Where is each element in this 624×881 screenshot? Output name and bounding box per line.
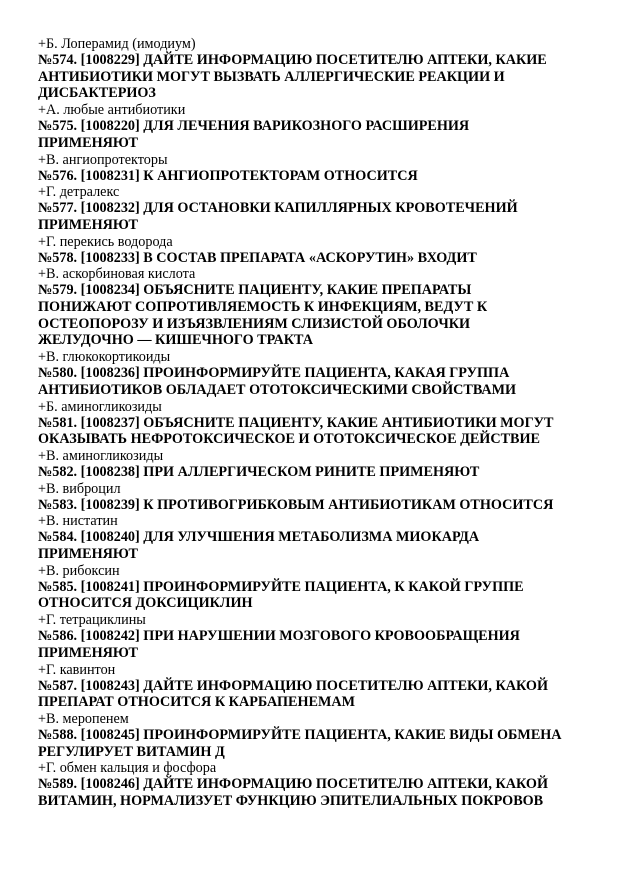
question-text-line: ОКАЗЫВАТЬ НЕФРОТОКСИЧЕСКОЕ И ОТОТОКСИЧЕСКОЕ ДЕЙСТВИЕ	[38, 431, 541, 448]
question-text-line: ПРИМЕНЯЮТ	[38, 134, 138, 151]
answer-text: +В. ангиопротекторы	[38, 151, 168, 168]
answer-text: +Б. Лоперамид (имодиум)	[38, 36, 196, 52]
question-text-line: ПРЕПАРАТ ОТНОСИТСЯ К КАРБАПЕНЕМАМ	[38, 694, 355, 711]
answer-text: +В. рибоксин	[38, 562, 120, 579]
question-block	[38, 678, 598, 711]
answer-text: +А. любые антибиотики	[38, 102, 186, 119]
question-text-line: РЕГУЛИРУЕТ ВИТАМИН Д	[38, 743, 225, 760]
question-block	[38, 282, 598, 349]
question-block	[38, 497, 598, 514]
answer-text: +В. аскорбиновая кислота	[38, 266, 196, 283]
answer-line	[38, 349, 598, 365]
answer-text: +Г. перекись водорода	[38, 233, 173, 250]
answer-text: +Б. аминогликозиды	[38, 398, 162, 415]
answer-text: +Г. детралекс	[38, 184, 120, 201]
answer-line	[38, 760, 598, 776]
answer-line	[38, 711, 598, 727]
answer-text: +В. нистатин	[38, 513, 118, 530]
answer-text: +Г. кавинтон	[38, 661, 116, 678]
answer-line	[38, 399, 598, 415]
question-text-line: №574. [1008229] ДАЙТЕ ИНФОРМАЦИЮ ПОСЕТИТЕЛЮ АПТЕКИ, КАКИЕ	[38, 52, 547, 68]
answer-text: +В. глюкокортикоиды	[38, 349, 171, 366]
answer-line	[38, 662, 598, 678]
answer-line	[38, 563, 598, 579]
question-text-line: №587. [1008243] ДАЙТЕ ИНФОРМАЦИЮ ПОСЕТИТЕЛЮ АПТЕКИ, КАКОЙ	[38, 677, 548, 694]
question-text-line: №586. [1008242] ПРИ НАРУШЕНИИ МОЗГОВОГО КРОВООБРАЩЕНИЯ	[38, 628, 520, 645]
question-text-line: №582. [1008238] ПРИ АЛЛЕРГИЧЕСКОМ РИНИТЕ ПРИМЕНЯЮТ	[38, 463, 480, 480]
question-text-line: №576. [1008231] К АНГИОПРОТЕКТОРАМ ОТНОСИТСЯ	[38, 167, 418, 184]
question-text-line: АНТИБИОТИКОВ ОБЛАДАЕТ ОТОТОКСИЧЕСКИМИ СВОЙСТВАМИ	[38, 381, 517, 398]
question-block	[38, 727, 598, 760]
question-text-line: ПОНИЖАЮТ СОПРОТИВЛЯЕМОСТЬ К ИНФЕКЦИЯМ, ВЕДУТ К	[38, 299, 488, 316]
question-text-line: ДИСБАКТЕРИОЗ	[38, 85, 156, 102]
answer-line	[38, 234, 598, 250]
question-text-line: ОСТЕОПОРОЗУ И ИЗЪЯЗВЛЕНИЯМ СЛИЗИСТОЙ ОБОЛОЧКИ	[38, 315, 471, 332]
question-block	[38, 118, 598, 151]
question-block	[38, 250, 598, 267]
question-text-line: ПРИМЕНЯЮТ	[38, 546, 138, 563]
question-text-line: №588. [1008245] ПРОИНФОРМИРУЙТЕ ПАЦИЕНТА, КАКИЕ ВИДЫ ОБМЕНА	[38, 726, 562, 743]
answer-line	[38, 266, 598, 282]
question-text-line: АНТИБИОТИКИ МОГУТ ВЫЗВАТЬ АЛЛЕРГИЧЕСКИЕ РЕАКЦИИ И	[38, 68, 505, 85]
question-block	[38, 168, 598, 185]
answer-line	[38, 612, 598, 628]
question-block	[38, 200, 598, 233]
question-block	[38, 628, 598, 661]
question-block	[38, 52, 598, 102]
question-text-line: ВИТАМИН, НОРМАЛИЗУЕТ ФУНКЦИЮ ЭПИТЕЛИАЛЬНЫХ ПОКРОВОВ	[38, 793, 544, 810]
question-text-line: №585. [1008241] ПРОИНФОРМИРУЙТЕ ПАЦИЕНТА, К КАКОЙ ГРУППЕ	[38, 578, 524, 595]
answer-line	[38, 481, 598, 497]
answer-text: +В. меропенем	[38, 710, 129, 727]
question-block	[38, 529, 598, 562]
question-text-line: ПРИМЕНЯЮТ	[38, 216, 138, 233]
question-block	[38, 415, 598, 448]
answer-line	[38, 152, 598, 168]
answer-text: +В. виброцил	[38, 480, 121, 497]
question-block	[38, 464, 598, 481]
answer-line	[38, 102, 598, 118]
answer-text: +В. аминогликозиды	[38, 447, 164, 464]
question-text-line: №584. [1008240] ДЛЯ УЛУЧШЕНИЯ МЕТАБОЛИЗМА МИОКАРДА	[38, 529, 480, 546]
question-text-line: №577. [1008232] ДЛЯ ОСТАНОВКИ КАПИЛЛЯРНЫХ КРОВОТЕЧЕНИЙ	[38, 200, 518, 217]
question-text-line: ЖЕЛУДОЧНО — КИШЕЧНОГО ТРАКТА	[38, 332, 314, 349]
answer-line	[38, 184, 598, 200]
answer-text: +Г. обмен кальция и фосфора	[38, 760, 217, 777]
document-page	[38, 36, 598, 810]
question-text-line: №589. [1008246] ДАЙТЕ ИНФОРМАЦИЮ ПОСЕТИТЕЛЮ АПТЕКИ, КАКОЙ	[38, 776, 548, 793]
question-text-line: ОТНОСИТСЯ ДОКСИЦИКЛИН	[38, 595, 253, 612]
answer-line	[38, 448, 598, 464]
question-text-line: №581. [1008237] ОБЪЯСНИТЕ ПАЦИЕНТУ, КАКИЕ АНТИБИОТИКИ МОГУТ	[38, 414, 554, 431]
question-block	[38, 776, 598, 809]
answer-text: +Г. тетрациклины	[38, 612, 146, 629]
question-text-line: №583. [1008239] К ПРОТИВОГРИБКОВЫМ АНТИБИОТИКАМ ОТНОСИТСЯ	[38, 496, 554, 513]
question-text-line: №575. [1008220] ДЛЯ ЛЕЧЕНИЯ ВАРИКОЗНОГО РАСШИРЕНИЯ	[38, 118, 470, 135]
question-block	[38, 365, 598, 398]
question-text-line: №579. [1008234] ОБЪЯСНИТЕ ПАЦИЕНТУ, КАКИЕ ПРЕПАРАТЫ	[38, 282, 472, 299]
question-text-line: ПРИМЕНЯЮТ	[38, 644, 138, 661]
question-text-line: №578. [1008233] В СОСТАВ ПРЕПАРАТА «АСКОРУТИН» ВХОДИТ	[38, 249, 477, 266]
question-block	[38, 579, 598, 612]
question-text-line: №580. [1008236] ПРОИНФОРМИРУЙТЕ ПАЦИЕНТА, КАКАЯ ГРУППА	[38, 365, 510, 382]
answer-line	[38, 513, 598, 529]
answer-line	[38, 36, 598, 52]
